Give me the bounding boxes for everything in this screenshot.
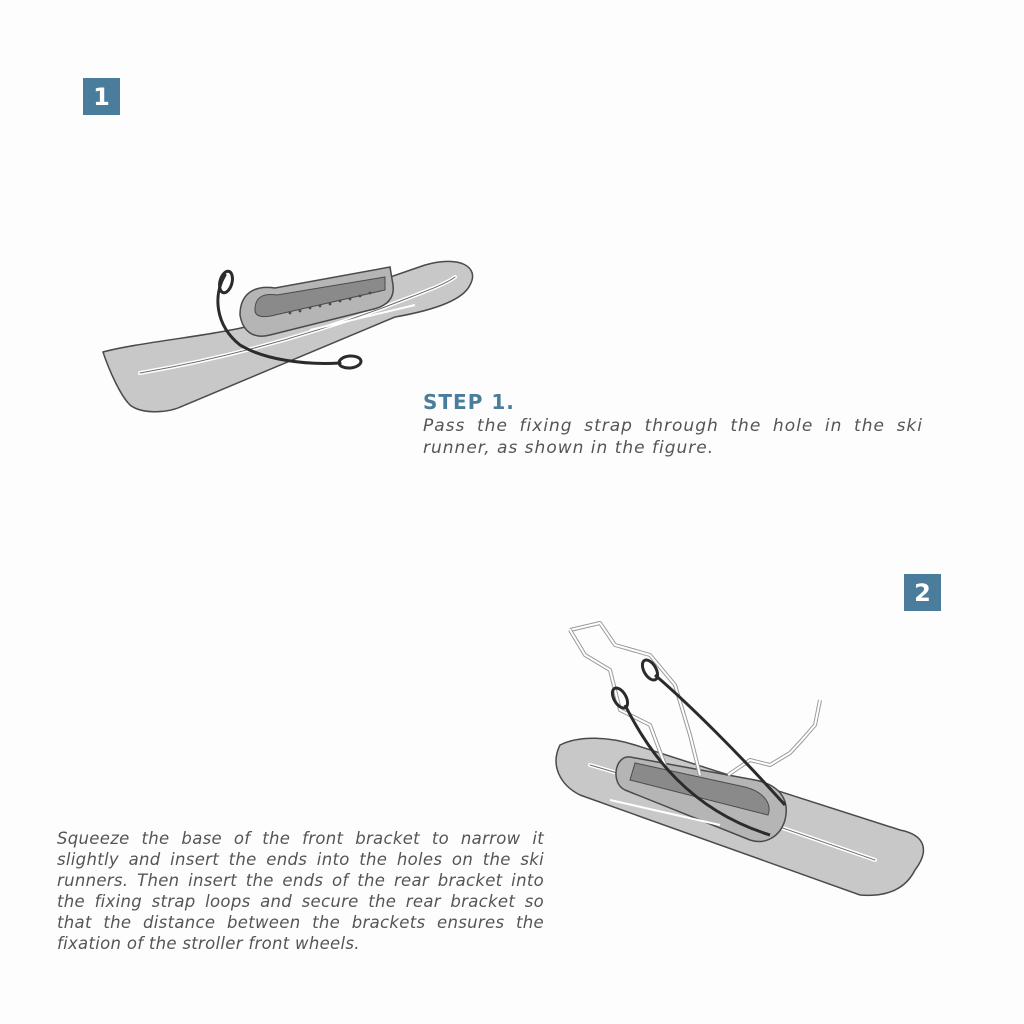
step-2-number: 2 [914, 578, 931, 607]
step-1-heading: STEP 1. [423, 390, 515, 414]
step-1-badge [83, 78, 120, 115]
step-1-text: Pass the fixing strap through the hole in the ski runner, as shown in the figure. [423, 416, 923, 458]
ski-runner-brackets-illustration [540, 615, 930, 905]
step-2-text: Squeeze the base of the front bracket to narrow it slightly and insert the ends into the holes on the ski runners. Then insert the ends of the rear bracket into the fixing strap loops and secure the rear bracket so that the distance between the brackets ensures the fixation of the stroller front wheels. [57, 829, 544, 953]
step-1-number: 1 [93, 82, 110, 111]
step-2-badge [904, 574, 941, 611]
